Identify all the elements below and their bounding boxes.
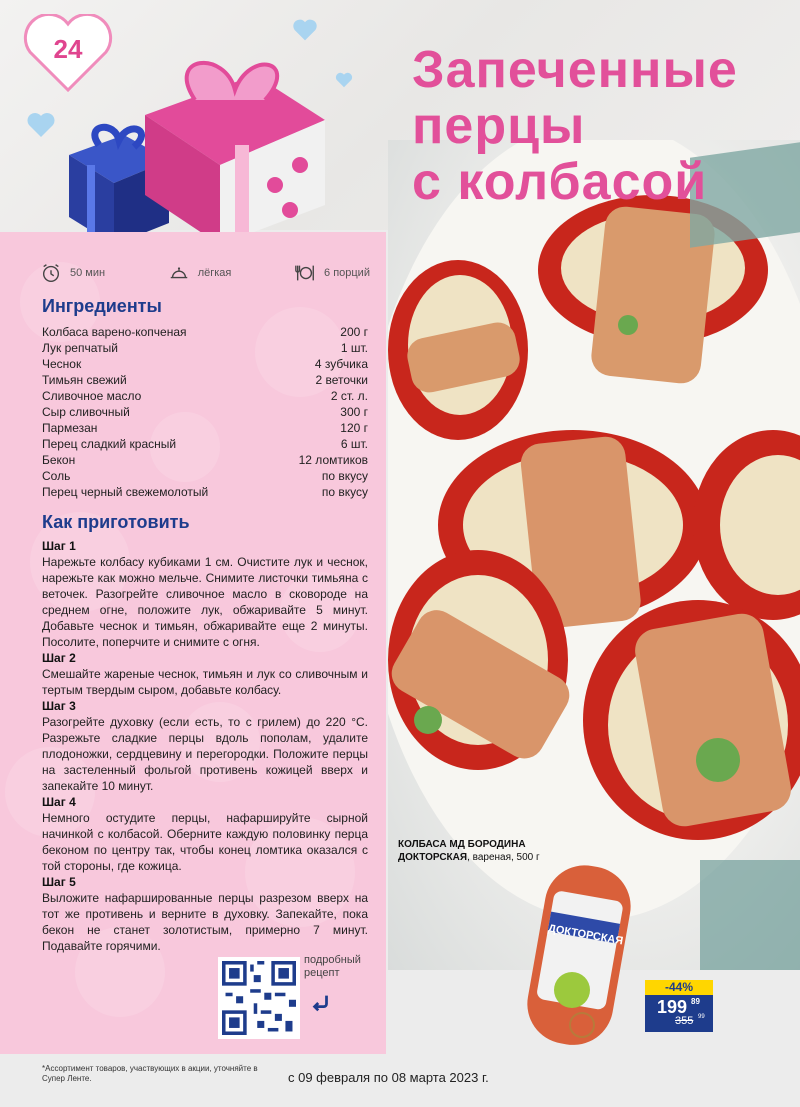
ingredient-row [42, 452, 368, 468]
promo-dates: с 09 февраля по 08 марта 2023 г. [288, 1070, 489, 1085]
ingredient-row [42, 484, 368, 500]
portions-value: 6 порций [324, 267, 370, 279]
ingredient-name: Перец черный свежемолотый [42, 485, 209, 499]
cloche-icon [168, 262, 190, 284]
ingredient-row [42, 404, 368, 420]
new-price-kopecks: 89 [691, 997, 700, 1006]
step-text: Разогрейте духовку (если есть, то с грилем) до 220 °С. Разрежьте сладкие перцы вдоль пополам, удалите плодоножки, сердцевину и перегородки. Положите перцы на застеленный фольгой противень кожицей вверх и запекайте 10 минут. [42, 715, 368, 793]
step-text: Нарежьте колбасу кубиками 1 см. Очистите лук и чеснок, нарежьте как можно мельче. Снимите листочки тимьяна с веточек. Разогрейте сливочное масло в сковороде на среднем огне, положите лук, обжаривайте 5 минут. Добавьте чеснок и тимьян, обжаривайте еще 2 минуты. Посолите, поперчите и снимите с огня. [42, 555, 368, 649]
step-label: Шаг 2 [42, 651, 76, 665]
qr-code-icon [222, 961, 296, 1035]
alarm-clock-icon [40, 262, 62, 284]
discount-badge: -44% [645, 980, 713, 995]
ingredient-name: Лук репчатый [42, 341, 118, 355]
ingredient-row [42, 420, 368, 436]
old-price-kopecks: 99 [698, 1014, 705, 1020]
old-price: 355 [675, 1015, 694, 1027]
teal-cloth-bottom [700, 860, 800, 970]
ingredient-name: Бекон [42, 453, 76, 467]
difficulty [168, 262, 232, 284]
ingredient-row [42, 436, 368, 452]
ingredient-qty: 2 ст. л. [330, 389, 368, 403]
title-line: Запеченные [412, 41, 738, 99]
return-arrow-icon [310, 992, 332, 1014]
ingredient-qty: по вкусу [321, 485, 368, 499]
ingredient-name: Соль [42, 469, 71, 483]
recipe-panel [0, 232, 386, 1054]
ingredient-qty: 12 ломтиков [298, 453, 368, 467]
ingredient-qty: 6 шт. [340, 437, 368, 451]
step-text: Немного остудите перцы, нафаршируйте сырной начинкой с колбасой. Оберните каждую половинку перца беконом по центру так, чтобы конец ломтика оказался с той стороны, где кожица. [42, 811, 368, 873]
gift-box-illustration [55, 45, 340, 245]
page-number: 24 [53, 34, 83, 64]
package-label: ДОКТОРСКАЯ [547, 922, 625, 948]
cook-time [40, 262, 105, 284]
product-details: , вареная, 500 г [467, 852, 540, 863]
ingredient-row [42, 340, 368, 356]
ingredient-qty: 300 г [340, 405, 368, 419]
ingredient-name: Перец сладкий красный [42, 437, 177, 451]
title-line: перцы [412, 97, 586, 155]
ingredient-qty: 1 шт. [340, 341, 368, 355]
ingredients-list [42, 324, 368, 500]
ingredient-row [42, 468, 368, 484]
ingredient-name: Сыр сливочный [42, 405, 130, 419]
ingredient-name: Сливочное масло [42, 389, 142, 403]
portions [294, 262, 370, 284]
blue-heart-decoration [26, 112, 56, 138]
price-tag [645, 980, 713, 1032]
footnote: *Ассортимент товаров, участвующих в акции, уточняйте в Супер Ленте. [42, 1064, 258, 1083]
step-text: Выложите нафаршированные перцы разрезом вверх на тот же противень и верните в духовку. Запекайте, пока бекон не станет золотистым, примерно 7 минут. Подавайте горячими. [42, 891, 368, 953]
recipe-qr-code[interactable] [218, 957, 300, 1039]
sausage-package-image [522, 855, 634, 1050]
ingredient-qty: 120 г [340, 421, 368, 435]
cook-time-value: 50 мин [70, 267, 106, 279]
ingredient-row [42, 388, 368, 404]
ingredient-qty: 2 веточки [315, 373, 368, 387]
qr-caption: подробный рецепт [304, 954, 361, 979]
ingredient-name: Колбаса варено-копченая [42, 325, 187, 339]
step-text: Смешайте жареные чеснок, тимьян и лук со сливочным и тертым твердым сыром, добавьте колбасу. [42, 667, 368, 697]
price-box [645, 995, 713, 1032]
ingredient-row [42, 372, 368, 388]
step-label: Шаг 4 [42, 795, 76, 809]
step-label: Шаг 3 [42, 699, 76, 713]
new-price: 199 [657, 997, 688, 1017]
ingredient-row [42, 324, 368, 340]
difficulty-value: лёгкая [197, 267, 232, 279]
recipe-meta [40, 260, 370, 286]
cutlery-plate-icon [294, 262, 316, 284]
ingredient-row [42, 356, 368, 372]
product-name: КОЛБАСА МД БОРОДИНА ДОКТОРСКАЯ [398, 839, 526, 863]
step-label: Шаг 5 [42, 875, 76, 889]
ingredient-name: Чеснок [42, 357, 82, 371]
blue-heart-decoration [292, 18, 318, 42]
recipe-title [412, 42, 792, 210]
ingredient-qty: по вкусу [321, 469, 368, 483]
ingredient-name: Тимьян свежий [42, 373, 127, 387]
ingredient-qty: 200 г [340, 325, 368, 339]
step-label: Шаг 1 [42, 539, 76, 553]
ingredients-heading: Ингредиенты [42, 296, 162, 316]
howto-heading: Как приготовить [42, 512, 190, 532]
steps-list [42, 538, 368, 954]
ingredient-qty: 4 зубчика [314, 357, 368, 371]
ingredient-name: Пармезан [42, 421, 98, 435]
title-line: с колбасой [412, 153, 708, 211]
